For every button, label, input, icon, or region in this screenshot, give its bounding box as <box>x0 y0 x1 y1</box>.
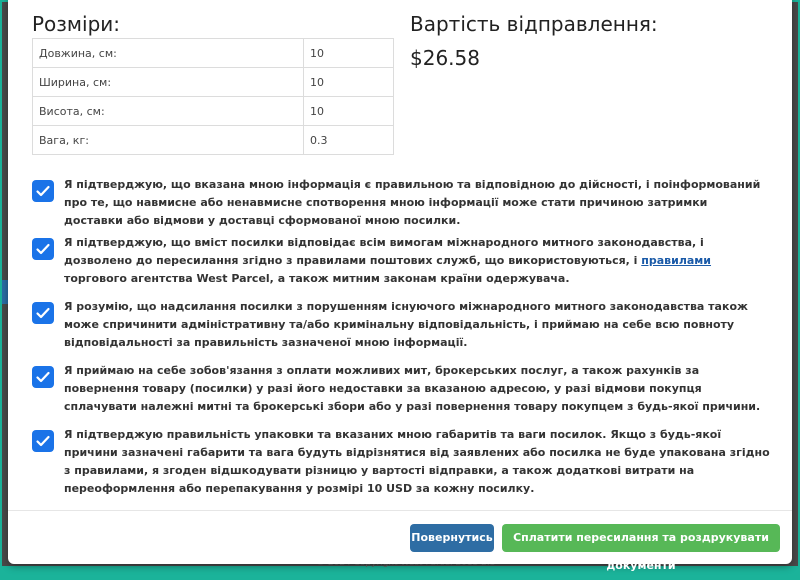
confirm-customs-rules-text <box>64 234 770 288</box>
confirm-customs-rules-checkbox[interactable] <box>32 238 54 260</box>
dimension-value: 10 <box>304 97 394 126</box>
rules-link[interactable]: правилами <box>641 254 712 267</box>
confirm-packaging-text: Я підтверджую правильність упаковки та вказаних мною габаритів та ваги посилок. Якщо з будь-якої причини зазначені габарити та вага будуть відрізнятися від заявлених або посилка не буде упакована згідно з правилами, я згоден відшкодувати різницю у вартості відправки, а також додаткові витрати на переоформлення або перепакування у розмірі 10 USD за кожну посилку. <box>64 428 770 495</box>
modal-footer-divider <box>8 510 792 511</box>
checkmark-icon <box>36 435 50 447</box>
checkmark-icon <box>36 185 50 197</box>
shipping-cost-title: Вартість відправлення: <box>410 12 658 36</box>
confirm-info-accuracy-text: Я підтверджую, що вказана мною інформація є правильною та відповідною до дійсності, і поінформований про те, що навмисне або ненавмисне спотворення мною інформації може стати причиною затримки доставки або відмови у доставці сформованої мною посилки. <box>64 178 761 227</box>
dimensions-title: Розміри: <box>32 12 121 36</box>
confirm-payment-obligation-text: Я приймаю на себе зобов'язання з оплати можливих мит, брокерських послуг, а також рахунків за повернення товару (посилки) у разі його недоставки за вказаною адресою, у разі відмови покупця сплачувати належні митні та брокерські збори або у разі повернення товару покупцем з будь-якої причини. <box>64 364 761 413</box>
confirm-payment-obligation-checkbox[interactable] <box>32 366 54 388</box>
confirm-legal-responsibility-checkbox[interactable] <box>32 302 54 324</box>
pay-and-print-button[interactable]: Сплатити пересилання та роздрукувати документи <box>502 524 780 552</box>
confirmation-modal <box>8 0 792 572</box>
dimension-value: 10 <box>304 39 394 68</box>
shipping-cost-value: $26.58 <box>410 46 480 70</box>
table-row <box>33 39 394 68</box>
dimension-label: Довжина, см: <box>33 39 304 68</box>
table-row <box>33 68 394 97</box>
dimension-value: 10 <box>304 68 394 97</box>
checkmark-icon <box>36 371 50 383</box>
table-row <box>33 126 394 155</box>
confirm-customs-rules-text-end: торгового агентства West Parcel, а також митним законам країни одержувача. <box>64 272 570 285</box>
confirm-info-accuracy-checkbox[interactable] <box>32 180 54 202</box>
back-button[interactable]: Повернутись <box>410 524 494 552</box>
dimension-label: Ширина, см: <box>33 68 304 97</box>
confirm-legal-responsibility-text: Я розумію, що надсилання посилки з порушенням існуючого міжнародного митного законодавства також може спричинити адміністративну та/або кримінальну відповідальність, і приймаю на себе всю повноту відповідальності за правильність зазначеної мною інформації. <box>64 300 748 349</box>
dimensions-table <box>32 38 394 155</box>
dimension-label: Висота, см: <box>33 97 304 126</box>
table-row <box>33 97 394 126</box>
dimension-value: 0.3 <box>304 126 394 155</box>
dimension-label: Вага, кг: <box>33 126 304 155</box>
checkmark-icon <box>36 243 50 255</box>
confirm-customs-rules-text-start: Я підтверджую, що вміст посилки відповідає всім вимогам міжнародного митного законодавства, і дозволено до пересилання згідно з правилами поштових служб, що використовуються, і <box>64 236 704 267</box>
checkmark-icon <box>36 307 50 319</box>
confirm-packaging-checkbox[interactable] <box>32 430 54 452</box>
